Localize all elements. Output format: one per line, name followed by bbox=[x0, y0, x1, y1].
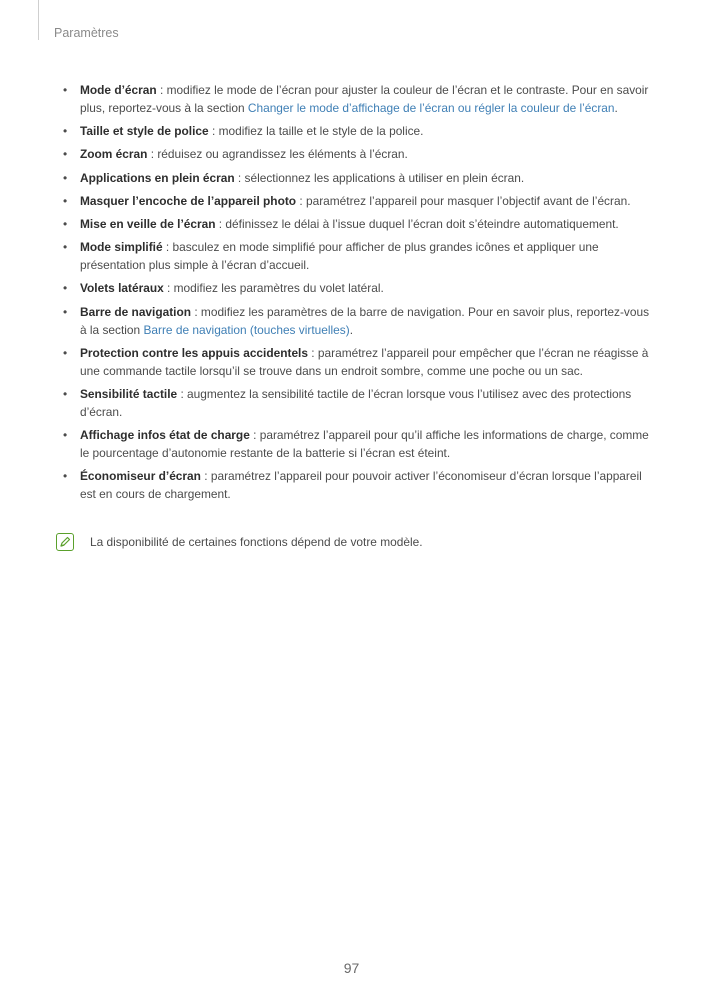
setting-term: Protection contre les appuis accidentels bbox=[80, 345, 308, 360]
bullet-icon: • bbox=[63, 83, 68, 97]
bullet-icon: • bbox=[63, 281, 68, 296]
setting-term: Mode d’écran bbox=[80, 83, 157, 97]
bullet-icon: • bbox=[63, 193, 68, 208]
setting-term: Volets latéraux bbox=[80, 281, 164, 296]
setting-description: : modifiez la taille et le style de la police. bbox=[208, 124, 424, 139]
list-item bbox=[58, 385, 658, 421]
setting-description: : paramétrez l’appareil pour pouvoir activer l’économiseur d’écran lorsque l’appareil est en cours de chargement. bbox=[80, 469, 642, 502]
setting-term: Masquer l’encoche de l’appareil photo bbox=[80, 193, 297, 208]
section-link[interactable]: Barre de navigation (touches virtuelles) bbox=[143, 322, 350, 337]
setting-term: Applications en plein écran bbox=[80, 170, 235, 185]
setting-description: : augmentez la sensibilité tactile de l’écran lorsque vous l’utilisez avec des protections d’écran. bbox=[80, 386, 632, 419]
bullet-icon: • bbox=[63, 170, 68, 185]
page-header-title: Paramètres bbox=[54, 26, 119, 40]
list-item bbox=[58, 238, 658, 274]
settings-content bbox=[58, 81, 658, 508]
list-item bbox=[58, 426, 658, 462]
setting-description: : paramétrez l’appareil pour masquer l’objectif avant de l’écran. bbox=[296, 193, 631, 208]
setting-term: Sensibilité tactile bbox=[80, 386, 178, 401]
bullet-icon: • bbox=[63, 304, 68, 319]
setting-term: Mise en veille de l’écran bbox=[80, 216, 216, 231]
bullet-icon: • bbox=[63, 428, 68, 443]
note-pencil-icon bbox=[56, 533, 74, 551]
sentence-end: . bbox=[349, 322, 353, 337]
list-item bbox=[58, 215, 658, 233]
section-link[interactable]: Changer le mode d’affichage de l’écran ou régler la couleur de l’écran bbox=[247, 101, 615, 115]
page-number: 97 bbox=[343, 960, 360, 976]
bullet-icon: • bbox=[63, 240, 68, 255]
settings-list bbox=[58, 81, 658, 503]
setting-description: : sélectionnez les applications à utiliser en plein écran. bbox=[234, 170, 525, 185]
setting-term: Économiseur d’écran bbox=[80, 469, 201, 484]
setting-term: Affichage infos état de charge bbox=[80, 428, 250, 443]
setting-description: : basculez en mode simplifié pour afficher de plus grandes icônes et appliquer une présentation plus simple à l’écran d’accueil. bbox=[80, 240, 599, 273]
setting-term: Taille et style de police bbox=[80, 124, 209, 139]
note-text: La disponibilité de certaines fonctions dépend de votre modèle. bbox=[90, 535, 423, 549]
setting-description: : paramétrez l’appareil pour qu’il affiche les informations de charge, comme le pourcentage d’autonomie restante de la batterie si l’écran est éteint. bbox=[80, 428, 649, 461]
list-item bbox=[58, 169, 658, 187]
list-item bbox=[58, 279, 658, 297]
bullet-icon: • bbox=[63, 147, 68, 162]
setting-description: : paramétrez l’appareil pour empêcher que l’écran ne réagisse à une commande tactile lorsqu’il se trouve dans un endroit sombre, comme une poche ou un sac. bbox=[80, 345, 649, 378]
setting-term: Barre de navigation bbox=[80, 304, 192, 319]
bullet-icon: • bbox=[63, 124, 68, 139]
bullet-icon: • bbox=[63, 345, 68, 360]
header-divider bbox=[38, 0, 39, 40]
setting-term: Mode simplifié bbox=[80, 240, 163, 255]
setting-description: : réduisez ou agrandissez les éléments à l’écran. bbox=[147, 147, 408, 162]
note-box bbox=[56, 533, 656, 555]
bullet-icon: • bbox=[63, 216, 68, 231]
list-item bbox=[58, 303, 658, 339]
list-item bbox=[58, 192, 658, 210]
setting-term: Zoom écran bbox=[80, 147, 148, 162]
bullet-icon: • bbox=[63, 386, 68, 401]
list-item bbox=[58, 145, 658, 163]
list-item bbox=[58, 122, 658, 140]
list-item bbox=[58, 467, 658, 503]
setting-description: : modifiez les paramètres du volet latéral. bbox=[163, 281, 384, 296]
sentence-end: . bbox=[614, 101, 618, 115]
list-item bbox=[58, 81, 658, 117]
setting-description: : définissez le délai à l’issue duquel l’écran doit s’éteindre automatiquement. bbox=[215, 216, 619, 231]
list-item bbox=[58, 344, 658, 380]
setting-description: : modifiez les paramètres de la barre de navigation. Pour en savoir plus, reportez-vous à la section bbox=[80, 304, 650, 337]
bullet-icon: • bbox=[63, 469, 68, 484]
setting-description: : modifiez le mode de l’écran pour ajuster la couleur de l’écran et le contraste. Pour en savoir plus, reportez-vous à la section bbox=[80, 83, 649, 115]
